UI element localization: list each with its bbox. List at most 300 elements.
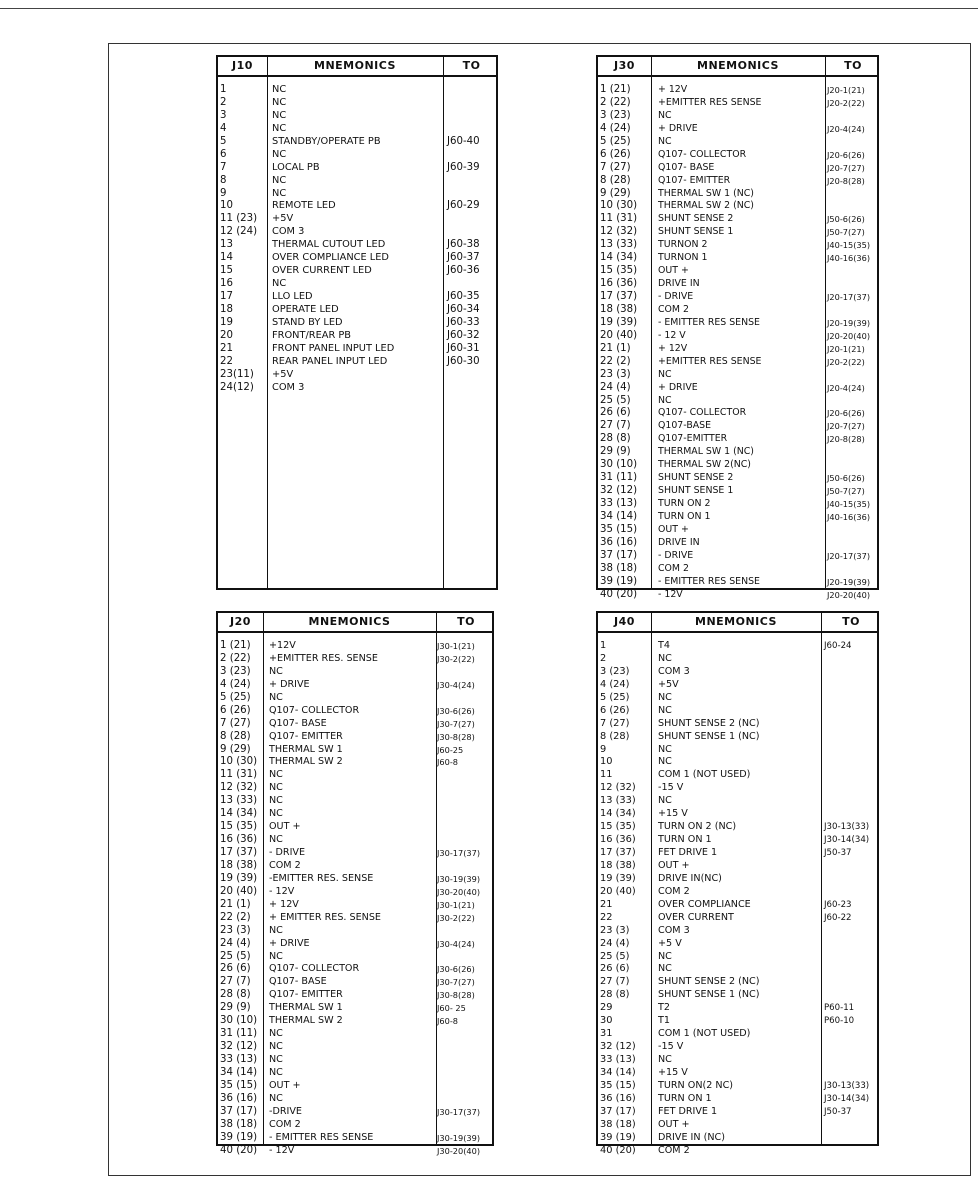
table-row (598, 239, 877, 252)
destination: J30-19(39) (437, 873, 481, 884)
mnemonic: NC (658, 394, 672, 406)
mnemonic: +EMITTER RES SENSE (658, 96, 762, 108)
mnemonic: COM 3 (272, 226, 305, 238)
pin-number: 29 (9) (220, 1002, 251, 1014)
table-row (598, 84, 877, 97)
table-row (218, 1067, 492, 1080)
pin-number: 22 (2) (600, 355, 631, 367)
destination: J60-30 (447, 355, 480, 367)
mnemonic: TURN ON 2 (NC) (658, 821, 737, 833)
pin-number: 1 (21) (220, 640, 251, 651)
table-row (598, 834, 877, 847)
mnemonic: NC (269, 769, 283, 781)
pin-number: 25 (5) (220, 950, 251, 962)
pin-number: 26 (6) (600, 963, 630, 975)
mnemonic: OUT + (658, 265, 689, 277)
mnemonic: NC (658, 691, 672, 703)
mnemonic: NC (272, 84, 287, 95)
mnemonic: NC (269, 1092, 283, 1104)
destination: J40-16(36) (827, 511, 871, 522)
destination: P60-10 (824, 1016, 855, 1027)
table-row (218, 808, 492, 821)
pin-number: 21 (1) (220, 898, 251, 910)
pin-number: 14 (34) (600, 252, 638, 264)
pin-number: 37 (17) (220, 1105, 258, 1117)
destination: J30-1(21) (437, 641, 475, 651)
mnemonic: Q107- EMITTER (658, 174, 731, 186)
table-row (598, 369, 877, 382)
table-row (598, 899, 877, 912)
destination: J60-22 (824, 912, 852, 923)
pin-number: 20 (220, 329, 233, 341)
pin-number: 8 (28) (600, 174, 631, 186)
pin-number: 22 (220, 355, 233, 367)
pin-number: 8 (220, 174, 227, 186)
table-row (598, 537, 877, 550)
pin-number: 36 (16) (600, 1092, 636, 1104)
table-row (218, 1132, 492, 1145)
destination: J30-6(26) (437, 705, 475, 716)
destination: J20-2(22) (827, 97, 865, 108)
pin-number: 17 (220, 291, 233, 302)
table-body (598, 84, 877, 602)
table-row (598, 963, 877, 976)
destination: J20-2(22) (827, 356, 865, 367)
table-row (598, 1106, 877, 1119)
mnemonic: NC (269, 1028, 283, 1040)
table-row (218, 1002, 492, 1015)
pin-number: 19 (220, 316, 233, 328)
pin-number: 25 (5) (600, 950, 630, 962)
mnemonic: COM 2 (658, 885, 690, 897)
pin-number: 10 (600, 756, 613, 768)
mnemonic: NC (272, 148, 287, 160)
mnemonic: Q107- EMITTER (269, 989, 343, 1001)
mnemonic: T1 (658, 1015, 670, 1027)
pin-number: 3 (23) (220, 665, 251, 677)
mnemonic: Q107-EMITTER (658, 433, 728, 445)
destination: J40-15(35) (827, 499, 871, 509)
mnemonic: THERMAL CUTOUT LED (272, 239, 386, 251)
pin-number: 31 (11) (220, 1028, 258, 1040)
pin-number: 36 (16) (220, 1092, 258, 1104)
header-connector: J20 (230, 615, 251, 628)
pin-number: 23(11) (220, 368, 254, 380)
mnemonic: - EMITTER RES SENSE (658, 316, 760, 328)
mnemonic: NC (658, 756, 672, 768)
mnemonic: THERMAL SW 2 (NC) (658, 200, 754, 212)
table-row (218, 343, 496, 356)
connector-table-j20 (216, 611, 494, 1156)
pin-number: 12 (32) (220, 782, 258, 794)
mnemonic: TURNON 1 (658, 252, 708, 264)
table-header (598, 613, 877, 633)
pin-number: 11 (600, 769, 613, 781)
pin-number: 38 (18) (600, 1118, 636, 1130)
table-row (598, 925, 877, 938)
pin-number: 5 (220, 135, 227, 147)
destination: J20-7(27) (827, 421, 865, 432)
pin-number: 16 (220, 278, 233, 290)
destination: J30-17(37) (437, 1106, 481, 1117)
pin-number: 11 (31) (220, 769, 258, 781)
destination: J20-1(21) (827, 85, 865, 95)
connector-table-j30 (596, 55, 879, 600)
table-header (218, 613, 492, 633)
table-row (218, 925, 492, 938)
table-row (598, 278, 877, 291)
table-row (598, 446, 877, 459)
mnemonic: COM 2 (269, 859, 301, 871)
destination: J20-4(24) (827, 382, 865, 393)
table-row (598, 640, 877, 653)
mnemonic: NC (272, 174, 287, 186)
mnemonic: +EMITTER RES SENSE (658, 355, 762, 367)
pin-number: 37 (17) (600, 549, 638, 561)
table-row (598, 291, 877, 304)
pin-number: 34 (14) (600, 1066, 636, 1078)
destination: J30-7(27) (437, 718, 475, 729)
mnemonic: NC (269, 795, 283, 807)
table-row (598, 407, 877, 420)
table-row (218, 123, 496, 136)
mnemonic: + 12V (658, 342, 688, 354)
mnemonic: COM 1 (NOT USED) (658, 1028, 751, 1040)
pin-number: 7 (27) (220, 717, 251, 729)
table-row (218, 317, 496, 330)
mnemonic: THERMAL SW 2 (269, 756, 343, 768)
mnemonic: LOCAL PB (272, 161, 320, 173)
table-row (218, 679, 492, 692)
table-row (598, 1002, 877, 1015)
pin-number: 7 (220, 161, 227, 173)
table-body (598, 640, 877, 1158)
pin-number: 6 (26) (600, 148, 631, 160)
table-row (598, 1119, 877, 1132)
pin-number: 3 (23) (600, 665, 630, 677)
table-row (218, 149, 496, 162)
pin-number: 12 (32) (600, 226, 638, 238)
table-row (218, 834, 492, 847)
table-header (598, 57, 877, 77)
destination: J20-6(26) (827, 408, 865, 419)
mnemonic: +15 V (658, 1066, 688, 1078)
mnemonic: NC (269, 691, 283, 703)
mnemonic: OVER CURRENT LED (272, 265, 372, 277)
pin-number: 6 (26) (220, 704, 251, 716)
mnemonic: + EMITTER RES. SENSE (269, 911, 381, 923)
table-row (218, 951, 492, 964)
pin-number: 4 (220, 122, 227, 134)
mnemonic: COM 2 (658, 303, 689, 315)
pin-number: 33 (13) (220, 1054, 258, 1065)
mnemonic: NC (658, 743, 672, 755)
pin-number: 39 (19) (600, 1131, 636, 1143)
pin-number: 2 (600, 652, 607, 664)
table-row (598, 769, 877, 782)
destination: J20-17(37) (827, 292, 871, 302)
table-row (218, 976, 492, 989)
table-row (598, 459, 877, 472)
mnemonic: OUT + (269, 821, 301, 833)
pin-number: 25 (5) (600, 394, 631, 406)
pin-number: 28 (8) (600, 433, 631, 445)
pin-number: 2 (22) (600, 96, 631, 108)
table-row (218, 330, 496, 343)
mnemonic: NC (658, 704, 672, 716)
table-row (598, 200, 877, 213)
pin-number: 34 (14) (600, 510, 638, 522)
table-row (598, 808, 877, 821)
mnemonic: NC (269, 1066, 283, 1078)
pin-number: 8 (28) (220, 730, 251, 742)
mnemonic: +EMITTER RES. SENSE (269, 652, 378, 664)
table-row (218, 912, 492, 925)
table-row (598, 1054, 877, 1067)
mnemonic: T4 (658, 640, 670, 651)
destination: J60-8 (437, 757, 458, 768)
mnemonic: TURN ON(2 NC) (658, 1079, 734, 1091)
table-row (598, 420, 877, 433)
pin-number: 7 (27) (600, 717, 630, 729)
header-mnemonics: MNEMONICS (695, 615, 777, 628)
table-row (218, 265, 496, 278)
pin-number: 13 (33) (220, 795, 258, 807)
mnemonic: REMOTE LED (272, 200, 336, 212)
table-row (598, 1015, 877, 1028)
table-row (218, 356, 496, 369)
mnemonic: NC (272, 96, 287, 108)
mnemonic: OPERATE LED (272, 303, 339, 315)
pin-number: 11 (31) (600, 213, 638, 225)
mnemonic: DRIVE IN (658, 278, 700, 290)
table-row (218, 873, 492, 886)
destination: J20-19(39) (827, 576, 871, 587)
mnemonic: COM 3 (272, 381, 305, 393)
table-row (218, 188, 496, 201)
table-body (218, 640, 492, 1158)
table-row (598, 395, 877, 408)
header-to: TO (462, 59, 481, 72)
table-row (598, 1041, 877, 1054)
destination: J20-19(39) (827, 317, 871, 328)
mnemonic: NC (658, 1054, 672, 1065)
destination: J60-23 (824, 899, 852, 910)
mnemonic: DRIVE IN(NC) (658, 872, 722, 884)
mnemonic: Q107- BASE (269, 717, 327, 729)
mnemonic: NC (269, 924, 283, 936)
mnemonic: +5V (658, 678, 679, 690)
table-row (218, 769, 492, 782)
pin-number: 24 (4) (600, 381, 631, 393)
pin-number: 9 (29) (220, 743, 251, 755)
table-row (218, 795, 492, 808)
destination: J60-35 (447, 291, 480, 302)
mnemonic: NC (269, 665, 283, 677)
table-row (218, 369, 496, 382)
mnemonic: SHUNT SENSE 2 (658, 213, 734, 225)
mnemonic: Q107- COLLECTOR (658, 407, 747, 419)
destination: J30-8(28) (437, 731, 475, 742)
mnemonic: OVER COMPLIANCE LED (272, 252, 389, 264)
table-row (598, 149, 877, 162)
mnemonic: -15 V (658, 782, 684, 794)
table-row (598, 912, 877, 925)
mnemonic: +5V (272, 368, 294, 380)
table-row (218, 200, 496, 213)
pin-number: 15 (35) (220, 821, 258, 833)
mnemonic: SHUNT SENSE 2 (658, 472, 734, 484)
mnemonic: THERMAL SW 2(NC) (658, 459, 751, 471)
table-row (598, 1132, 877, 1145)
mnemonic: NC (658, 368, 672, 380)
mnemonic: NC (269, 1041, 283, 1053)
pin-number: 18 (38) (600, 303, 638, 315)
table-row (598, 731, 877, 744)
table-row (598, 951, 877, 964)
table-row (218, 175, 496, 188)
table-row (598, 1145, 877, 1158)
table-row (218, 847, 492, 860)
table-row (218, 1028, 492, 1041)
pin-number: 17 (37) (600, 291, 638, 302)
mnemonic: - DRIVE (658, 549, 694, 561)
pin-number: 21 (600, 898, 613, 910)
mnemonic: COM 3 (658, 924, 690, 936)
mnemonic: Q107- COLLECTOR (269, 704, 360, 716)
pin-number: 35 (15) (600, 1079, 636, 1091)
mnemonic: NC (658, 963, 672, 975)
destination: J60- 25 (437, 1003, 466, 1014)
mnemonic: NC (658, 795, 672, 807)
pin-number: 24 (4) (600, 937, 630, 949)
pin-number: 16 (36) (600, 278, 638, 290)
pin-number: 5 (25) (600, 135, 631, 147)
pin-number: 32 (12) (600, 485, 638, 497)
mnemonic: COM 3 (658, 665, 690, 677)
pin-number: 13 (33) (600, 795, 636, 807)
table-row (218, 640, 492, 653)
mnemonic: OUT + (658, 859, 690, 871)
pin-number: 24 (4) (220, 937, 251, 949)
mnemonic: +5 V (658, 937, 682, 949)
pin-number: 20 (40) (220, 885, 258, 897)
mnemonic: - EMITTER RES SENSE (269, 1131, 374, 1143)
destination: J20-20(40) (827, 330, 871, 341)
pin-number: 4 (24) (600, 678, 630, 690)
table-row (218, 84, 496, 97)
mnemonic: OUT + (658, 523, 689, 535)
pin-number: 22 (600, 911, 613, 923)
table-body (218, 84, 496, 395)
pin-number: 4 (24) (220, 678, 251, 690)
table-row (598, 472, 877, 485)
pin-number: 35 (15) (600, 523, 638, 535)
destination: J30-13(33) (824, 1080, 870, 1091)
pin-number: 9 (220, 187, 227, 199)
destination: J30-1(21) (437, 899, 475, 910)
mnemonic: -EMITTER RES. SENSE (269, 872, 374, 884)
mnemonic: +12V (269, 640, 296, 651)
destination: J50-37 (824, 1106, 852, 1117)
header-connector: J30 (614, 59, 635, 72)
destination: J20-4(24) (827, 123, 865, 134)
table-row (598, 718, 877, 731)
pin-number: 12 (32) (600, 782, 636, 794)
pin-number: 19 (39) (220, 872, 258, 884)
table-row (218, 1054, 492, 1067)
table-row (218, 136, 496, 149)
destination: J50-7(27) (827, 227, 865, 238)
pin-number: 27 (7) (220, 976, 251, 988)
mnemonic: NC (658, 950, 672, 962)
destination: J20-17(37) (827, 550, 871, 561)
table-row (218, 1041, 492, 1054)
pin-number: 23 (3) (600, 924, 630, 936)
mnemonic: TURN ON 1 (658, 510, 711, 522)
mnemonic: TURN ON 1 (658, 834, 712, 846)
mnemonic: + DRIVE (269, 678, 310, 690)
table-row (218, 97, 496, 110)
table-row (218, 1015, 492, 1028)
pin-number: 27 (7) (600, 420, 631, 432)
table-row (598, 873, 877, 886)
table-row (598, 679, 877, 692)
mnemonic: THERMAL SW 2 (269, 1015, 343, 1027)
mnemonic: - DRIVE (269, 847, 306, 858)
destination: J40-16(36) (827, 253, 871, 264)
pin-number: 8 (28) (600, 730, 630, 742)
pin-number: 16 (36) (600, 834, 636, 846)
table-row (598, 989, 877, 1002)
table-row (598, 343, 877, 356)
table-row (218, 226, 496, 239)
table-row (218, 938, 492, 951)
destination: J60-24 (824, 641, 852, 651)
table-row (218, 899, 492, 912)
mnemonic: NC (269, 782, 283, 794)
mnemonic: OVER CURRENT (658, 911, 734, 923)
mnemonic: TURNON 2 (658, 239, 708, 251)
mnemonic: T2 (658, 1002, 670, 1014)
table-row (218, 705, 492, 718)
destination: J30-8(28) (437, 990, 475, 1001)
destination: J30-17(37) (437, 848, 481, 858)
pin-number: 40 (20) (600, 1144, 636, 1156)
table-row (598, 886, 877, 899)
mnemonic: Q107- EMITTER (269, 730, 343, 742)
pin-number: 40 (20) (600, 588, 638, 600)
pin-number: 30 (10) (600, 459, 638, 471)
connector-table-j40 (596, 611, 879, 1156)
mnemonic: SHUNT SENSE 1 (NC) (658, 730, 760, 742)
mnemonic: + 12V (269, 898, 299, 910)
mnemonic: FRONT PANEL INPUT LED (272, 342, 395, 354)
mnemonic: Q107- COLLECTOR (269, 963, 360, 975)
table-row (218, 692, 492, 705)
pin-number: 23 (3) (600, 368, 631, 380)
table-row (598, 1067, 877, 1080)
pin-number: 17 (37) (600, 847, 636, 858)
destination: J60-36 (447, 265, 480, 277)
pin-number: 13 (33) (600, 239, 638, 251)
mnemonic: Q107- COLLECTOR (658, 148, 747, 160)
table-row (218, 989, 492, 1002)
table-row (598, 188, 877, 201)
mnemonic: Q107- BASE (658, 161, 715, 173)
destination: J60-29 (447, 200, 480, 212)
pin-number: 10 (220, 200, 233, 212)
